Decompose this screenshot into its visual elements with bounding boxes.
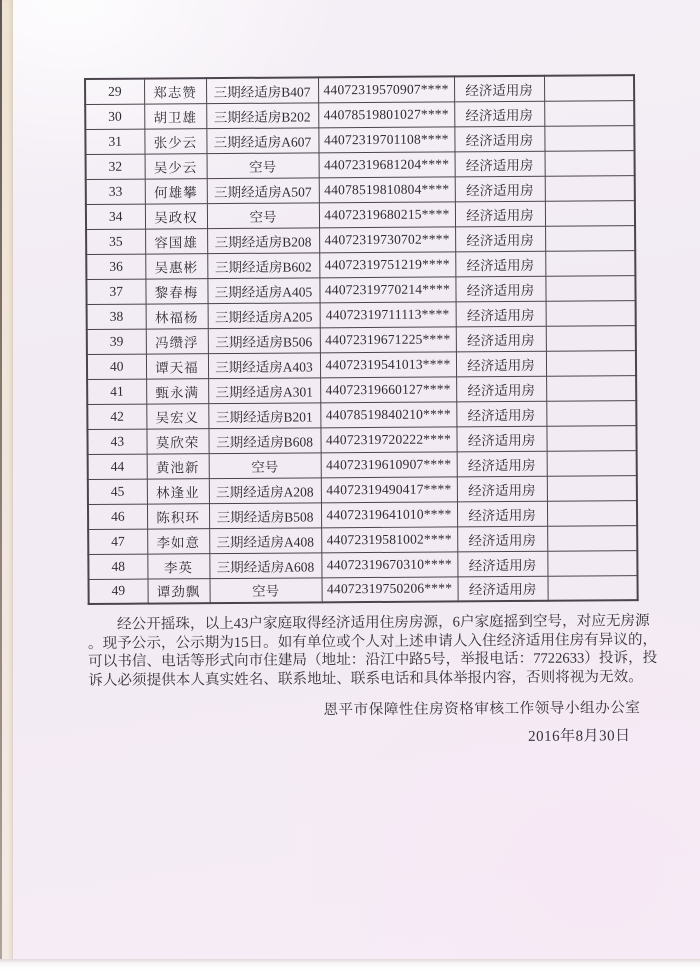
cell-id-number: 44078519840210**** [320,401,456,427]
table-row [86,275,635,304]
cell-id-number: 44072319750206**** [321,576,457,602]
cell-remark [546,350,636,376]
cell-applicant-name: 何雄攀 [145,178,207,203]
cell-housing-type: 经济适用房 [455,201,545,227]
cell-housing-unit: 三期经适房B506 [208,327,320,353]
cell-serial-number: 46 [88,504,147,529]
cell-remark [546,300,636,326]
cell-housing-type: 经济适用房 [457,501,547,527]
table-row [87,300,636,329]
table-row [87,400,636,429]
cell-remark [547,500,637,526]
cell-remark [544,100,634,126]
cell-applicant-name: 黎春梅 [145,278,207,303]
cell-housing-type: 经济适用房 [456,301,546,327]
cell-serial-number: 42 [87,404,146,429]
cell-housing-unit: 空号 [207,152,319,178]
cell-remark [547,550,637,576]
issuing-office: 恩平市保障性住房资格审核工作领导小组办公室 [323,700,641,719]
cell-housing-unit: 三期经适房A403 [208,352,320,378]
cell-serial-number: 35 [86,229,145,254]
cell-housing-type: 经济适用房 [456,376,546,402]
cell-applicant-name: 吴政权 [145,203,207,228]
cell-serial-number: 36 [86,254,145,279]
cell-housing-unit: 空号 [209,577,321,603]
table-row [86,200,635,229]
cell-id-number: 44072319660127**** [320,376,456,402]
cell-housing-type: 经济适用房 [456,426,546,452]
cell-id-number: 44072319610907**** [321,451,457,477]
cell-remark [545,150,635,176]
cell-id-number: 44072319680215**** [319,201,455,227]
cell-remark [546,325,636,351]
table-row [85,125,634,154]
cell-applicant-name: 谭劲飘 [147,578,209,603]
cell-serial-number: 43 [87,429,146,454]
cell-applicant-name: 甄永满 [146,378,208,403]
cell-housing-type: 经济适用房 [455,251,545,277]
cell-id-number: 44072319570907**** [318,76,454,102]
cell-serial-number: 47 [88,529,147,554]
cell-applicant-name: 林逢业 [147,478,209,503]
cell-housing-unit: 三期经适房A405 [207,277,319,303]
cell-serial-number: 32 [86,154,145,179]
table-row [87,375,636,404]
table-row [86,150,635,179]
cell-housing-unit: 三期经适房A408 [209,527,321,553]
table-row [88,550,637,579]
cell-housing-unit: 三期经适房A205 [208,302,320,328]
cell-remark [547,525,637,551]
cell-applicant-name: 林福杨 [146,303,208,328]
cell-remark [544,125,634,151]
cell-id-number: 44072319751219**** [319,251,455,277]
table-row [87,325,636,354]
cell-housing-unit: 三期经适房A608 [209,552,321,578]
table-row [87,425,636,454]
table-row [86,175,635,204]
notice-line: 可以书信、电话等形式向市住建局（地址：沿江中路5号，举报电话：7722633）投诉，投 [88,650,658,671]
cell-applicant-name: 冯缵浮 [146,328,208,353]
cell-housing-type: 经济适用房 [456,351,546,377]
cell-remark [545,250,635,276]
cell-applicant-name: 谭天福 [146,353,208,378]
cell-serial-number: 37 [86,279,145,304]
cell-housing-type: 经济适用房 [455,276,545,302]
table-row [85,75,634,104]
notice-line: 经公开摇珠，以上43户家庭取得经济适用住房房源，6户家庭摇到空号，对应无房源 [116,613,650,633]
cell-remark [546,375,636,401]
cell-remark [546,425,636,451]
cell-housing-type: 经济适用房 [457,551,547,577]
notice-line: 诉人必须提供本人真实姓名、联系地址、联系电话和具体举报内容，否则将视为无效。 [88,668,643,689]
allocation-table-body [85,75,638,604]
notice-line: 。现予公示，公示期为15日。如有单位或个人对上述申请人入住经济适用住房有异议的， [87,631,658,652]
cell-housing-unit: 三期经适房B208 [207,227,319,253]
cell-remark [545,225,635,251]
cell-applicant-name: 容国雄 [145,228,207,253]
table-row [88,450,637,479]
cell-housing-unit: 空号 [207,202,319,228]
cell-applicant-name: 李如意 [147,528,209,553]
table-row [87,350,636,379]
cell-housing-type: 经济适用房 [455,176,545,202]
cell-serial-number: 45 [88,479,147,504]
cell-applicant-name: 吴宏义 [146,403,208,428]
cell-remark [547,450,637,476]
cell-applicant-name: 黄池新 [147,453,209,478]
cell-serial-number: 29 [85,79,144,104]
cell-housing-unit: 三期经适房B201 [208,402,320,428]
cell-id-number: 44072319671225**** [320,326,456,352]
cell-serial-number: 40 [87,354,146,379]
allocation-table [84,74,639,605]
cell-housing-type: 经济适用房 [454,76,544,102]
cell-housing-unit: 三期经适房A607 [206,127,318,153]
cell-housing-type: 经济适用房 [455,226,545,252]
cell-serial-number: 30 [85,104,144,129]
cell-serial-number: 38 [87,304,146,329]
cell-housing-unit: 三期经适房B608 [208,427,320,453]
cell-id-number: 44072319681204**** [319,151,455,177]
cell-id-number: 44072319541013**** [320,351,456,377]
cell-serial-number: 39 [87,329,146,354]
cell-id-number: 44072319711113**** [320,301,456,327]
cell-applicant-name: 李英 [147,553,209,578]
cell-housing-unit: 三期经适房B407 [206,77,318,103]
cell-housing-type: 经济适用房 [456,326,546,352]
cell-applicant-name: 吴惠彬 [145,253,207,278]
cell-housing-unit: 三期经适房A208 [209,477,321,503]
cell-serial-number: 49 [88,579,147,604]
notice-paragraph [87,612,658,690]
cell-housing-unit: 三期经适房B508 [209,502,321,528]
table-row [86,225,635,254]
cell-applicant-name: 张少云 [144,128,206,153]
cell-remark [545,275,635,301]
cell-housing-type: 经济适用房 [456,401,546,427]
cell-remark [546,400,636,426]
cell-id-number: 44078519801027**** [318,101,454,127]
cell-id-number: 44072319701108**** [318,126,454,152]
cell-id-number: 44072319730702**** [319,226,455,252]
cell-housing-type: 经济适用房 [455,151,545,177]
cell-remark [547,475,637,501]
table-row [88,525,637,554]
cell-applicant-name: 胡卫雄 [144,103,206,128]
cell-serial-number: 34 [86,204,145,229]
cell-id-number: 44078519810804**** [319,176,455,202]
cell-housing-type: 经济适用房 [457,526,547,552]
cell-housing-type: 经济适用房 [457,451,547,477]
cell-serial-number: 33 [86,179,145,204]
cell-housing-type: 经济适用房 [457,476,547,502]
cell-housing-unit: 三期经适房A507 [207,177,319,203]
cell-applicant-name: 莫欣荣 [146,428,208,453]
cell-housing-type: 经济适用房 [454,126,544,152]
table-row [88,500,637,529]
cell-id-number: 44072319581002**** [321,526,457,552]
table-row [88,575,637,604]
cell-applicant-name: 郑志赞 [144,78,206,103]
cell-housing-unit: 三期经适房A301 [208,377,320,403]
cell-serial-number: 44 [88,454,147,479]
cell-housing-type: 经济适用房 [454,101,544,127]
table-row [85,100,634,129]
cell-id-number: 44072319720222**** [320,426,456,452]
cell-applicant-name: 吴少云 [145,153,207,178]
cell-id-number: 44072319670310**** [321,551,457,577]
cell-remark [544,75,634,101]
cell-remark [545,175,635,201]
cell-remark [545,200,635,226]
cell-id-number: 44072319641010**** [321,501,457,527]
table-row [88,475,637,504]
cell-housing-unit: 三期经适房B602 [207,252,319,278]
cell-applicant-name: 陈积环 [147,503,209,528]
cell-id-number: 44072319770214**** [319,276,455,302]
cell-serial-number: 41 [87,379,146,404]
cell-housing-unit: 空号 [209,452,321,478]
cell-id-number: 44072319490417**** [321,476,457,502]
cell-remark [547,575,637,601]
cell-housing-type: 经济适用房 [457,576,547,602]
table-row [86,250,635,279]
issue-date: 2016年8月30日 [528,728,631,745]
cell-serial-number: 48 [88,554,147,579]
cell-serial-number: 31 [85,129,144,154]
cell-housing-unit: 三期经适房B202 [206,102,318,128]
